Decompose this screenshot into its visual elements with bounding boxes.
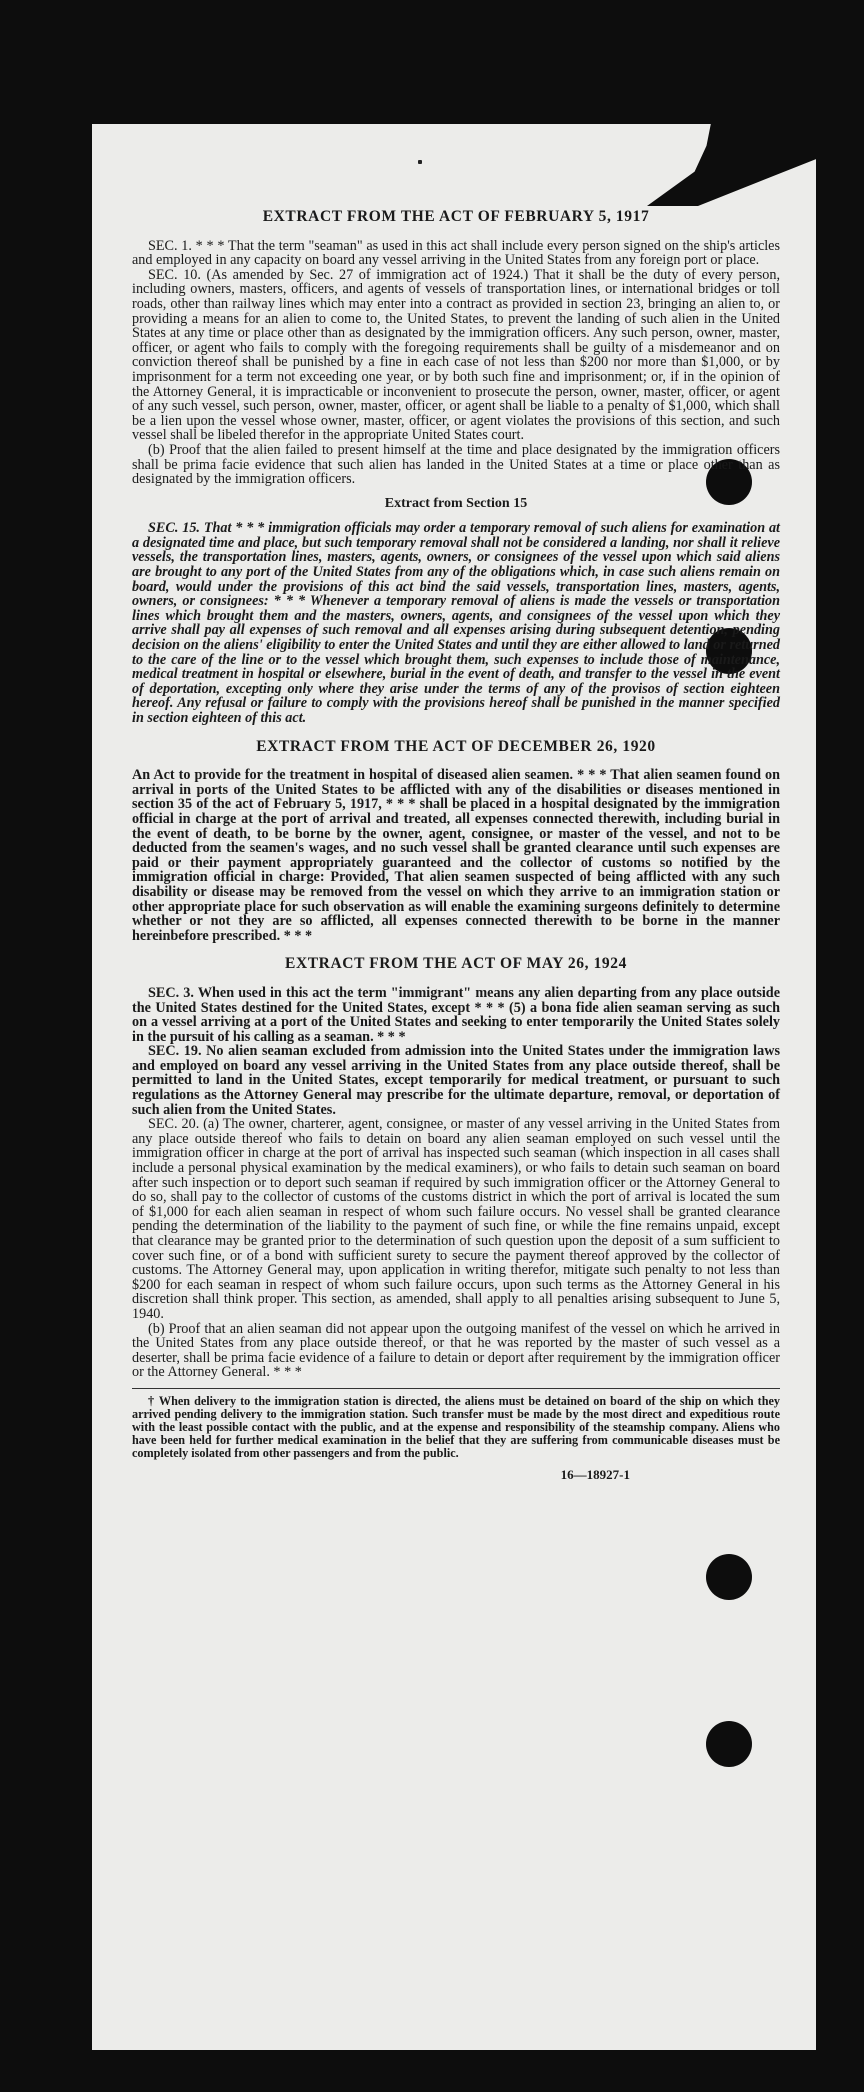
section-10b-text: (b) Proof that the alien failed to present himself at the time and place designated by the immigration officers shall be prima facie evidence that such alien has landed in the United States at a time or place other than as designated by the immigration officers. [132,441,780,488]
section-20-text: SEC. 20. (a) The owner, charterer, agent, consignee, or master of any vessel arriving in the United States from any place outside thereof who fails to detain on board any alien seaman employed on such vessel until the immigration officer in charge at the port of arrival has inspected such seaman (which inspection in all cases shall include a personal physical examination by the medical examiners), or who fails to detain such seaman on board after such inspection or to deport such seaman if required by such immigration officer or the Attorney General to do so, shall pay to the collector of customs of the customs district in which the port of arrival is located the sum of $1,000 for each alien seaman in respect of whom such failure occurs. No vessel shall be granted clearance pending the determination of the liability to the payment of such fine, or while the fine remains unpaid, except that clearance may be granted prior to the determination of such question upon the deposit of a sum sufficient to cover such fine, or of a bond with sufficient surety to secure the payment thereof approved by the collector of customs. The Attorney General may, upon application in writing therefor, mitigate such penalty to not less than $200 for each seaman in respect of whom such failure occurs, upon such terms as the Attorney General in his discretion shall think proper. This section, as amended, shall apply to all penalties arising subsequent to June 5, 1940. [132,1116,780,1322]
section-20b-text: (b) Proof that an alien seaman did not appear upon the outgoing manifest of the vessel on which he arrived in the United States from any place outside thereof, or that he was reported by the master of such vessel as a deserter, shall be prima facie evidence of a failure to detain or deport after requirement by the immigration officer or the Attorney General. * * * [132,1320,780,1381]
section-15-text: SEC. 15. That * * * immigration officials may order a temporary removal of such aliens for examination at a designated time and place, but such temporary removal shall not be considered a landing, nor shall it relieve vessels, the transportation lines, masters, agents, owners, or consignees of the vessel upon which said aliens are brought to any port of the United States from any of the obligations which, in case such aliens remain on board, would under the provisions of this act bind the said vessels, transportation lines, masters, agents, owners, or consignees: * * * Whenever a temporary removal of aliens is made the vessels or transportation lines which brought them and the masters, owners, agents, and consignees of the vessel upon which they arrive shall pay all expenses of such removal and all expenses arising during subsequent detention, pending decision on the aliens' eligibility to enter the United States and until they are either allowed to land or returned to the care of the line or to the vessel which brought them, such expenses to include those of maintenance, medical treatment in hospital or elsewhere, burial in the event of death, and transfer to the vessel in the event of deportation, excepting only where they arise under the terms of any of the provisos of section eighteen hereof. Any refusal or failure to comply with the provisions hereof shall be punished in the manner specified in section eighteen of this act. [132,520,780,726]
footnote-divider [132,1388,780,1389]
document-body [132,210,780,1483]
footnote-text: † When delivery to the immigration station is directed, the aliens must be detained on board of the ship on which they arrived pending delivery to the immigration station. Such transfer must be made by the most direct and expeditious route with the least possible contact with the public, and at the expense and responsibility of the steamship company. Aliens who have been held for further medical examination in the belief that they are suffering from communicable diseases must be completely isolated from other passengers and from the public. [132,1393,780,1460]
punch-hole-3 [706,1554,752,1600]
heading-act-1924: EXTRACT FROM THE ACT OF MAY 26, 1924 [285,955,627,973]
heading-act-1917: EXTRACT FROM THE ACT OF FEBRUARY 5, 1917 [262,208,650,225]
heading-act-1920: EXTRACT FROM THE ACT OF DECEMBER 26, 1920 [256,737,656,755]
section-19-text: SEC. 19. No alien seaman excluded from admission into the United States under the immigration laws and employed on board any vessel arriving in the United States from any place outside thereof, shall be permitted to land in the United States, except temporarily for medical treatment, or pursuant to such regulations as the Attorney General may prescribe for the ultimate departure, removal, or deportation of such alien from the United States. [132,1043,780,1118]
subheading-section-15: Extract from Section 15 [384,495,528,511]
act-1920-text: An Act to provide for the treatment in hospital of diseased alien seamen. * * * That alien seamen found on arrival in ports of the United States to be afflicted with any of the disabilities or diseases mentioned in section 35 of the act of February 5, 1917, * * * shall be placed in a hospital designated by the immigration official in charge at the port of arrival and treated, all expenses connected therewith, including burial in the event of death, to be borne by the owner, agent, consignee, or master of the vessel, and not to be deducted from the seamen's wages, and no such vessel shall be granted clearance until such expenses are paid or their payment appropriately guaranteed and the collector of customs so notified by the immigration official in charge: Provided, That alien seamen suspected of being afflicted with any such disability or disease may be removed from the vessel on which they arrive to an immigration station or other appropriate place for such observation as will enable the examining surgeons definitely to determine whether or not they are so afflicted, all expenses connected therewith to be borne in the manner hereinbefore prescribed. * * * [132,767,780,944]
section-10-text: SEC. 10. (As amended by Sec. 27 of immigration act of 1924.) That it shall be the duty of every person, including owners, masters, officers, and agents of vessels of transportation lines, or international bridges or toll roads, other than railway lines which may enter into a contract as provided in section 23, bringing an alien to, or providing a means for an alien to come to, the United States, to prevent the landing of such alien in the United States at any time or place other than as designated by the immigration officers. Any such person, owner, master, officer, or agent who fails to comply with the foregoing requirements shall be guilty of a misdemeanor and on conviction thereof shall be punished by a fine in each case of not less than $200 nor more than $1,000, or by imprisonment for a term not exceeding one year, or by both such fine and imprisonment; or, if in the opinion of the Attorney General, it is impracticable or inconvenient to prosecute the person, owner, master, officer, or agent of any such vessel, such person, owner, master, officer, or agent shall be liable to a penalty of $1,000, which shall be a lien upon the vessel whose owner, master, officer, or agent violates the provisions of this section, and such vessel shall be libeled therefor in the appropriate United States court. [132,266,780,444]
section-3-text: SEC. 3. When used in this act the term "immigrant" means any alien departing from any place outside the United States destined for the United States, except * * * (5) a bona fide alien seaman serving as such on a vessel arriving at a port of the United States and seeking to enter temporarily the United States solely in the pursuit of his calling as a seaman. * * * [132,984,780,1045]
punch-hole-4 [706,1721,752,1767]
form-number: 16—18927-1 [560,1466,630,1482]
section-1-text: SEC. 1. * * * That the term "seaman" as used in this act shall include every person signed on the ship's articles and employed in any capacity on board any vessel arriving in the United States from any foreign port or place. [132,237,780,269]
document-page [92,124,816,2050]
scan-speck [418,160,422,164]
corner-scan-artifact [647,124,816,206]
